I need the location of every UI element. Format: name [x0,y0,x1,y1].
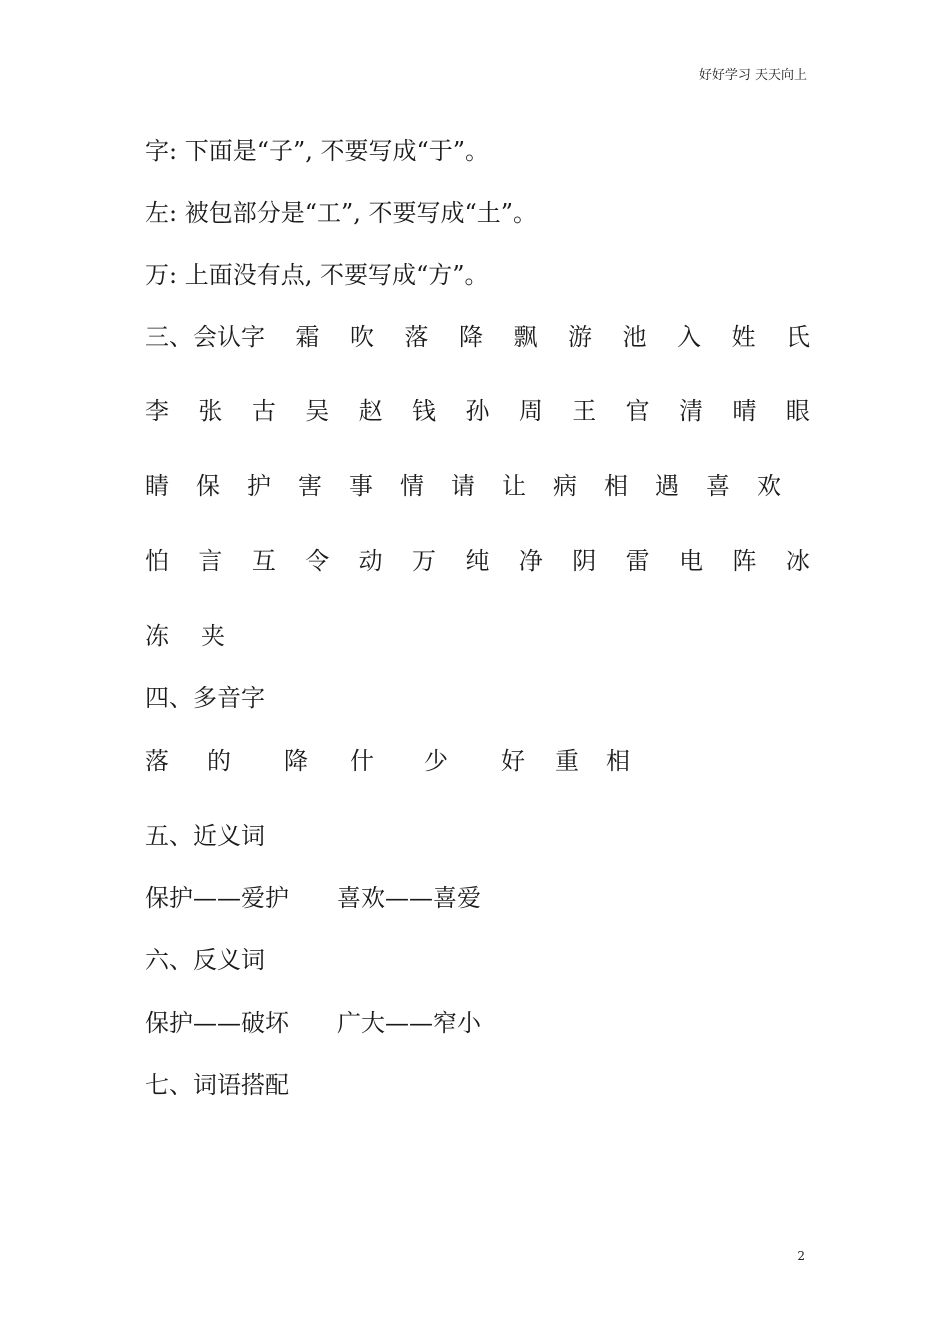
recognize-char: 池 [622,323,647,351]
recognize-char: 古 [251,397,276,425]
recognize-char: 夹 [201,622,225,650]
recognize-char: 万 [412,547,437,575]
recognize-char: 净 [518,547,543,575]
recognize-char: 电 [679,547,704,575]
polyphonic-title: 四、多音字 [145,684,265,712]
recognize-char: 赵 [358,397,383,425]
recognize-char: 吴 [305,397,330,425]
recognize-row-3 [145,471,781,501]
page-number: 2 [797,1249,805,1263]
recognize-char: 怕 [145,547,169,575]
recognize-char: 降 [459,323,483,351]
recognize-char: 清 [679,397,704,425]
recognize-char: 阴 [572,547,597,575]
recognize-char: 眼 [785,397,810,425]
synonyms-title: 五、近义词 [145,822,265,850]
polyphonic-char: 落 [145,747,169,775]
recognize-char: 冰 [785,547,810,575]
note-zi: 字: 下面是“子”, 不要写成“于”。 [145,137,490,165]
recognize-char: 欢 [757,472,781,500]
recognize-char: 言 [198,547,223,575]
recognize-char: 病 [553,472,577,500]
page-header: 好好学习 天天向上 [698,68,807,83]
recognize-char: 睛 [145,472,169,500]
polyphonic-char: 降 [284,747,308,775]
recognize-char: 钱 [412,397,437,425]
recognize-char: 护 [247,472,271,500]
recognize-char: 纯 [465,547,490,575]
recognize-row-2 [145,396,810,426]
recognize-char: 入 [677,323,701,351]
recognize-row-4 [145,546,810,576]
polyphonic-char: 相 [606,747,630,775]
recognize-char: 相 [604,472,628,500]
recognize-char: 飘 [513,323,538,351]
recognize-title: 三、会认字 [145,323,265,351]
recognize-char: 雷 [625,547,650,575]
recognize-char: 晴 [732,397,757,425]
recognize-char: 让 [502,472,526,500]
recognize-char: 动 [358,547,383,575]
recognize-char: 霜 [295,323,320,351]
recognize-char: 互 [251,547,276,575]
polyphonic-char: 的 [207,747,231,775]
recognize-char: 落 [404,323,429,351]
polyphonic-char: 少 [424,747,448,775]
recognize-char: 喜 [706,472,730,500]
recognize-char: 令 [305,547,330,575]
recognize-char: 事 [349,472,373,500]
recognize-char: 情 [400,472,424,500]
collocation-title: 七、词语搭配 [145,1071,289,1099]
antonyms-title: 六、反义词 [145,946,265,974]
polyphonic-char: 重 [555,747,579,775]
recognize-char: 保 [196,472,220,500]
note-wan: 万: 上面没有点, 不要写成“方”。 [145,261,489,289]
polyphonic-char: 好 [501,747,525,775]
recognize-row-1 [145,322,810,352]
recognize-char: 孙 [465,397,490,425]
recognize-char: 请 [451,472,475,500]
recognize-char: 张 [198,397,223,425]
polyphonic-char: 什 [350,747,374,775]
recognize-char: 李 [145,397,169,425]
synonyms-line: 保护——爱护 喜欢——喜爱 [145,884,481,912]
recognize-char: 遇 [655,472,679,500]
recognize-char: 吹 [350,323,374,351]
recognize-char: 阵 [732,547,757,575]
recognize-char: 王 [572,397,597,425]
note-zuo: 左: 被包部分是“工”, 不要写成“土”。 [145,199,538,227]
recognize-row-5 [145,621,225,651]
recognize-char: 周 [518,397,543,425]
recognize-char: 氏 [786,323,810,351]
antonyms-line: 保护——破坏 广大——窄小 [145,1009,481,1037]
recognize-char: 冻 [145,622,169,650]
recognize-char: 游 [568,323,592,351]
recognize-char: 官 [625,397,650,425]
recognize-char: 姓 [731,323,756,351]
recognize-char: 害 [298,472,322,500]
